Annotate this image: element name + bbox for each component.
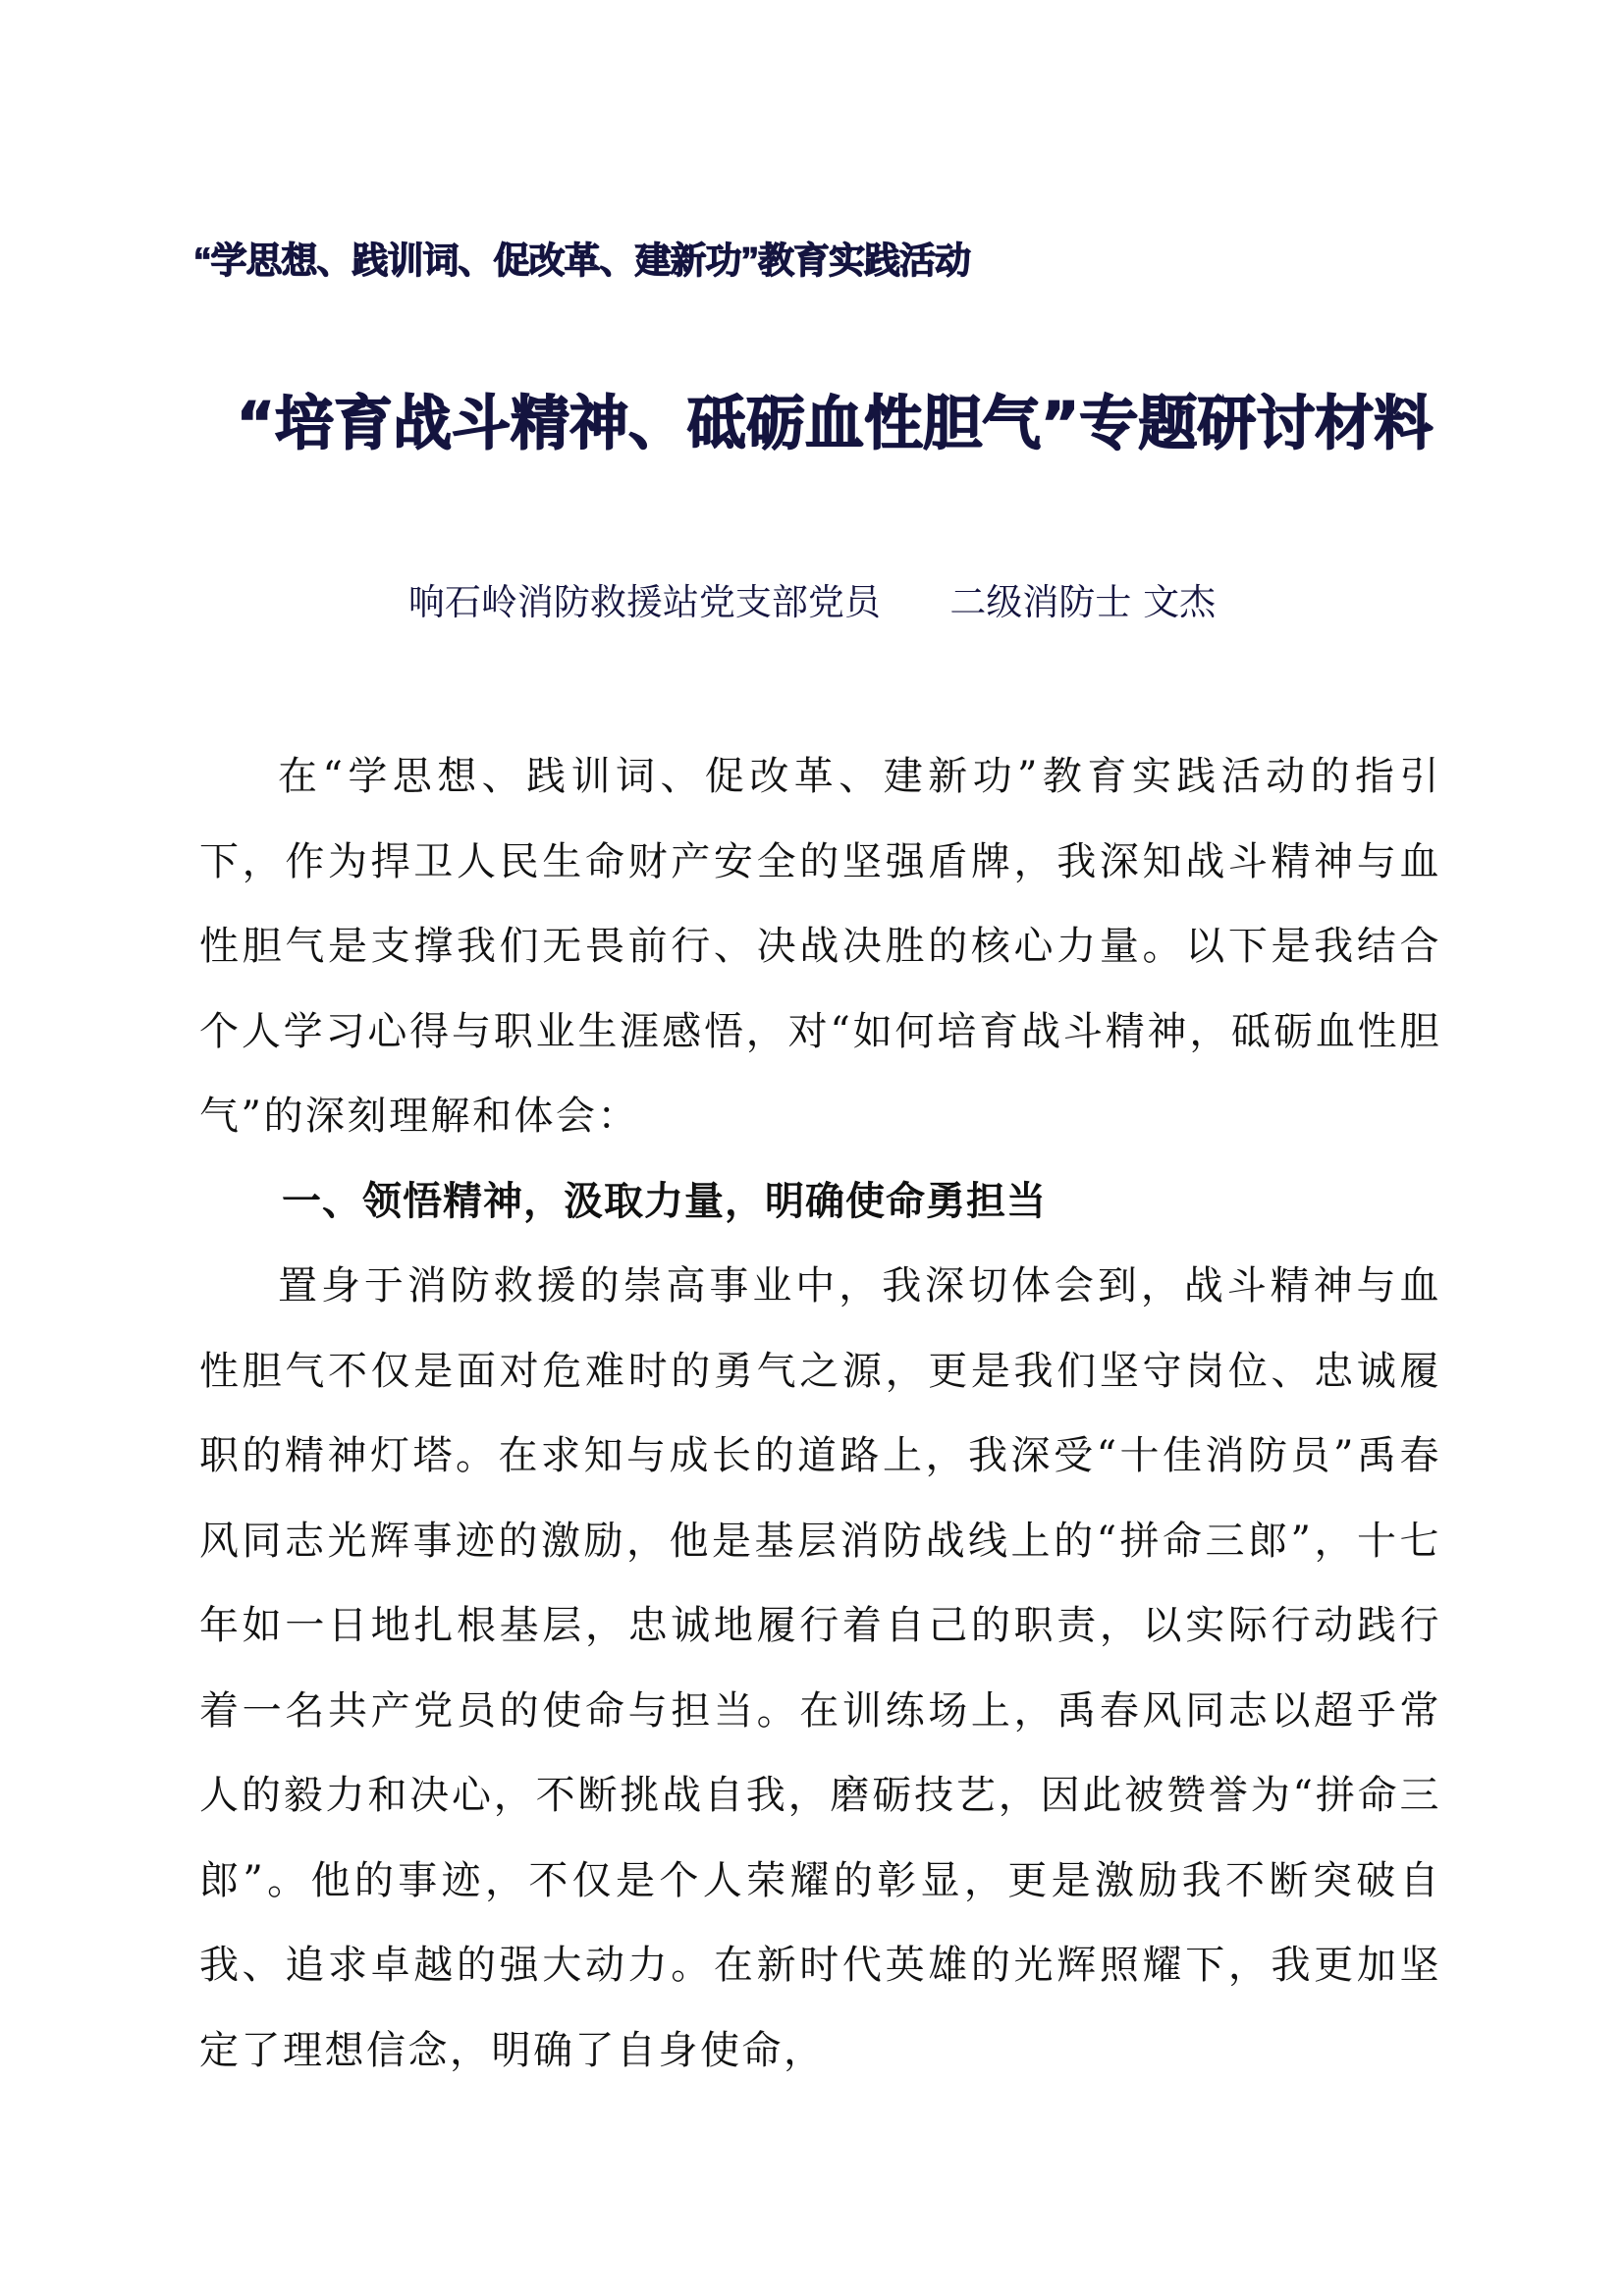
paragraph-intro: 在“学思想、践训词、促改革、建新功”教育实践活动的指引下，作为捍卫人民生命财产安全的坚强盾牌，我深知战斗精神与血性胆气是支撑我们无畏前行、决战决胜的核心力量。以下是我结合个人学习心得与职业生涯感悟，对“如何培育战斗精神，砥砺血性胆气”的深刻理解和体会：: [199, 754, 1441, 1139]
document-body: [199, 734, 1441, 2093]
section-heading-1: 一、领悟精神，汲取力量，明确使命勇担当: [282, 1178, 1047, 1224]
document-title: “培育战斗精神、砥砺血性胆气”专题研讨材料: [236, 390, 1434, 458]
author-line: 响石岭消防救援站党支部党员 二级消防士 文杰: [407, 581, 1217, 623]
activity-header: “学思想、践训词、促改革、建新功”教育实践活动: [193, 240, 970, 281]
paragraph-section-1: 置身于消防救援的崇高事业中，我深切体会到，战斗精神与血性胆气不仅是面对危难时的勇气之源，更是我们坚守岗位、忠诚履职的精神灯塔。在求知与成长的道路上，我深受“十佳消防员”禹春风同志光辉事迹的激励，他是基层消防战线上的“拼命三郎”，十七年如一日地扎根基层，忠诚地履行着自己的职责，以实际行动践行着一名共产党员的使命与担当。在训练场上，禹春风同志以超乎常人的毅力和决心，不断挑战自我，磨砺技艺，因此被赞誉为“拼命三郎”。他的事迹，不仅是个人荣耀的彰显，更是激励我不断突破自我、追求卓越的强大动力。在新时代英雄的光辉照耀下，我更加坚定了理想信念，明确了自身使命，: [199, 1263, 1441, 2073]
